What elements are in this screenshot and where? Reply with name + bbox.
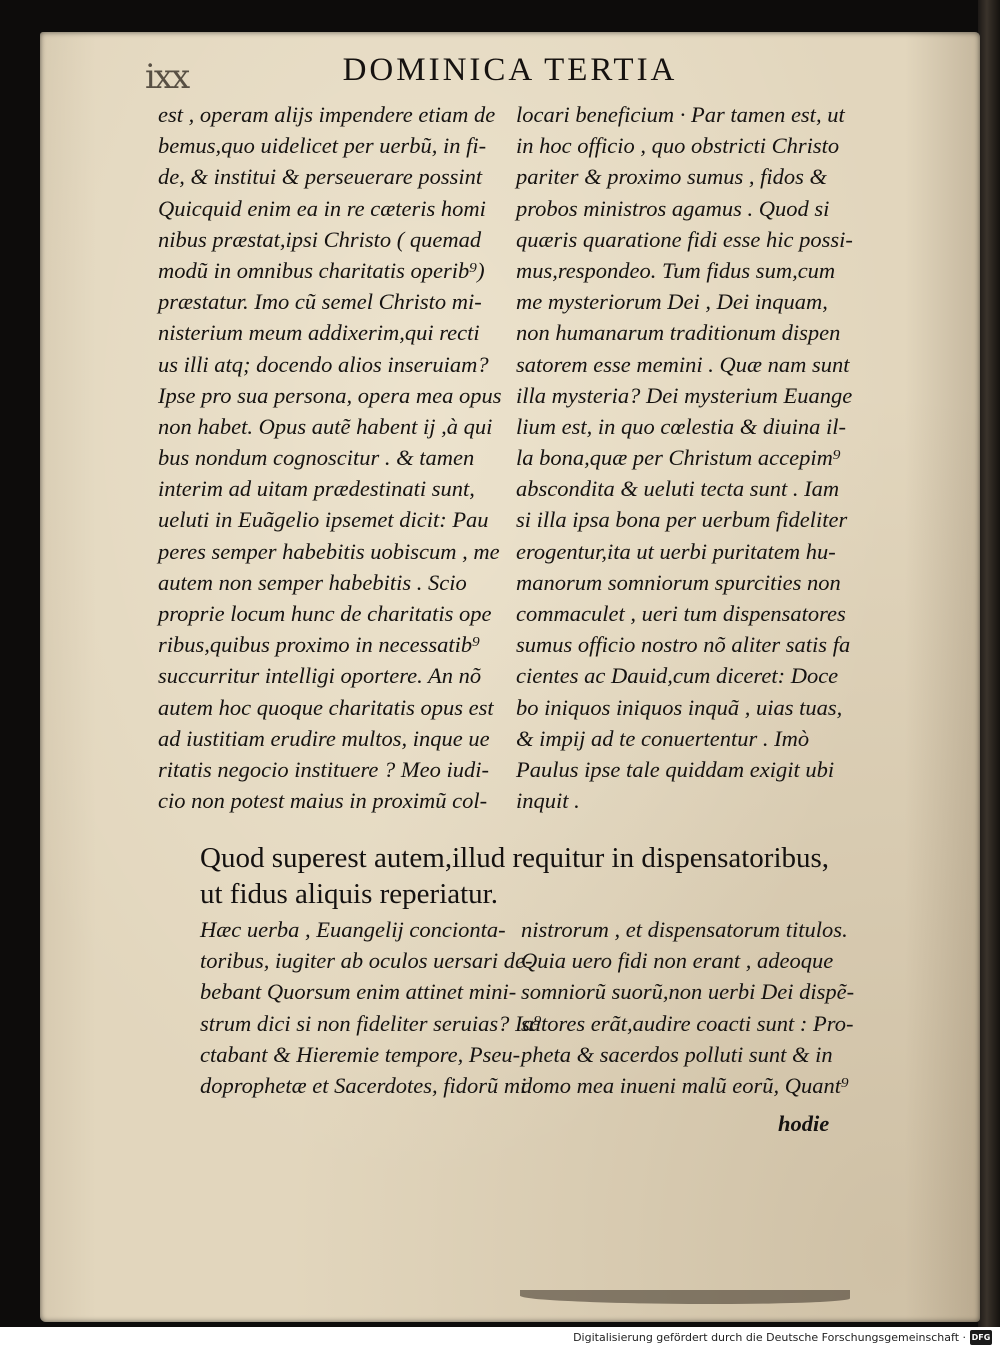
text-line: manorum somniorum spurcities non: [516, 569, 841, 595]
text-line: Paulus ipse tale quiddam exigit ubi: [516, 756, 835, 782]
text-line: non habet. Opus autẽ habent ij ,à qui: [158, 413, 493, 439]
text-line: pheta & sacerdos polluti sunt & in: [521, 1041, 833, 1067]
text-line: nistrorum , et dispensatorum titulos.: [521, 917, 848, 942]
text-line: lium est, in quo cœlestia & diuina il-: [516, 413, 846, 439]
text-line: in hoc officio , quo obstricti Christo: [516, 133, 840, 159]
text-line: ribus,quibus proximo in necessatib⁹: [158, 632, 480, 658]
text-line: Hæc uerba , Euangelij concionta-: [200, 917, 506, 942]
text-column-left-lower: [200, 914, 540, 1101]
text-line: inquit .: [516, 788, 580, 814]
text-line: proprie locum hunc de charitatis ope: [158, 601, 492, 626]
text-line: succurritur intelligi oportere. An nõ: [158, 663, 482, 689]
text-line: pariter & proximo sumus , fidos &: [516, 164, 828, 190]
text-line: interim ad uitam prædestinati sunt,: [158, 476, 475, 502]
text-line: de, & institui & perseuerare possint: [158, 164, 483, 190]
text-column-right-lower: [521, 914, 881, 1101]
text-line: nisterium meum addixerim,qui recti: [158, 320, 480, 346]
text-line: bebant Quorsum enim attinet mini-: [200, 979, 517, 1005]
text-line: mus,respondeo. Tum fidus sum,cum: [516, 257, 836, 283]
text-line: ad iustitiam erudire multos, inque ue: [158, 725, 490, 751]
text-line: ritatis negocio instituere ? Meo iudi-: [158, 756, 489, 782]
text-column-left: [158, 99, 508, 816]
catchword: hodie: [778, 1111, 830, 1136]
text-line: non humanarum traditionum dispen: [516, 320, 841, 346]
running-head: DOMINICA TERTIA: [342, 52, 678, 88]
text-line: doprophetæ et Sacerdotes, fidorũ mi: [200, 1072, 527, 1098]
dfg-logo-icon: DFG: [970, 1330, 992, 1345]
text-line: autem hoc quoque charitatis opus est: [158, 694, 494, 720]
text-line: me mysteriorum Dei , Dei inquam,: [516, 289, 828, 315]
text-line: domo mea inueni malũ eorũ, Quant⁹: [521, 1072, 849, 1098]
text-line: bo iniquos iniquos inquã , uias tuas,: [516, 694, 843, 720]
text-line: autem non semper habebitis . Scio: [158, 569, 467, 595]
text-line: bus nondum cognoscitur . & tamen: [158, 445, 475, 471]
text-line: strum dici si non fideliter seruias? Ia⁹: [200, 1010, 542, 1036]
text-line: Ipse pro sua persona, opera mea opus: [158, 382, 502, 408]
text-line: Quod superest autem,illud requitur in dispensatoribus,: [200, 842, 830, 874]
text-line: peres semper habebitis uobiscum , me: [158, 538, 500, 564]
text-line: ctabant & Hieremie tempore, Pseu-: [200, 1041, 521, 1067]
digitization-footer: [0, 1327, 1000, 1349]
text-line: abscondita & ueluti tecta sunt . Iam: [516, 476, 840, 502]
footer-credit-text: Digitalisierung gefördert durch die Deutsche Forschungsgemeinschaft ·: [573, 1331, 966, 1344]
text-line: la bona,quæ per Christum accepim⁹: [516, 445, 841, 471]
text-line: us illi atq; docendo alios inseruiam?: [158, 351, 489, 377]
text-line: Quia uero fidi non erant , adeoque: [521, 948, 834, 974]
text-column-right: [516, 99, 876, 816]
text-line: cientes ac Dauid,cum diceret: Doce: [516, 663, 839, 689]
text-line: ueluti in Euãgelio ipsemet dicit: Pau: [158, 507, 489, 533]
text-line: bemus,quo uidelicet per uerbũ, in fi-: [158, 133, 487, 159]
text-line: ut fidus aliquis reperiatur.: [200, 878, 498, 910]
folio-number: ixx: [145, 57, 189, 97]
text-line: si illa ipsa bona per uerbum fideliter: [516, 507, 848, 533]
text-line: illa mysteria? Dei mysterium Euange: [516, 382, 853, 408]
text-line: cio non potest maius in proximũ col-: [158, 788, 488, 814]
text-line: & impij ad te conuertentur . Imò: [516, 725, 810, 751]
text-line: toribus, iugiter ab oculos uersari de-: [200, 948, 533, 974]
text-line: erogentur,ita ut uerbi puritatem hu-: [516, 538, 836, 564]
text-line: sumus officio nostro nõ aliter satis fa: [516, 632, 851, 658]
text-line: satorem esse memini . Quæ nam sunt: [516, 351, 850, 377]
text-line: præstatur. Imo cũ semel Christo mi-: [158, 289, 482, 315]
text-line: locari beneficium · Par tamen est, ut: [516, 102, 845, 127]
text-line: probos ministros agamus . Quod si: [516, 195, 830, 221]
text-line: nibus præstat,ipsi Christo ( quemad: [158, 226, 482, 252]
scripture-lemma: [200, 840, 900, 912]
text-line: commaculet , ueri tum dispensatores: [516, 601, 846, 626]
binding-edge: [978, 0, 1000, 1349]
text-line: quæris quaratione fidi esse hic possi-: [516, 226, 853, 252]
text-line: Quicquid enim ea in re cæteris homi: [158, 195, 486, 221]
text-line: somniorũ suorũ,non uerbi Dei dispẽ-: [521, 979, 855, 1005]
text-line: modũ in omnibus charitatis operib⁹): [158, 257, 485, 283]
text-line: satores erãt,audire coacti sunt : Pro-: [521, 1010, 854, 1036]
text-line: est , operam alijs impendere etiam de: [158, 102, 496, 127]
